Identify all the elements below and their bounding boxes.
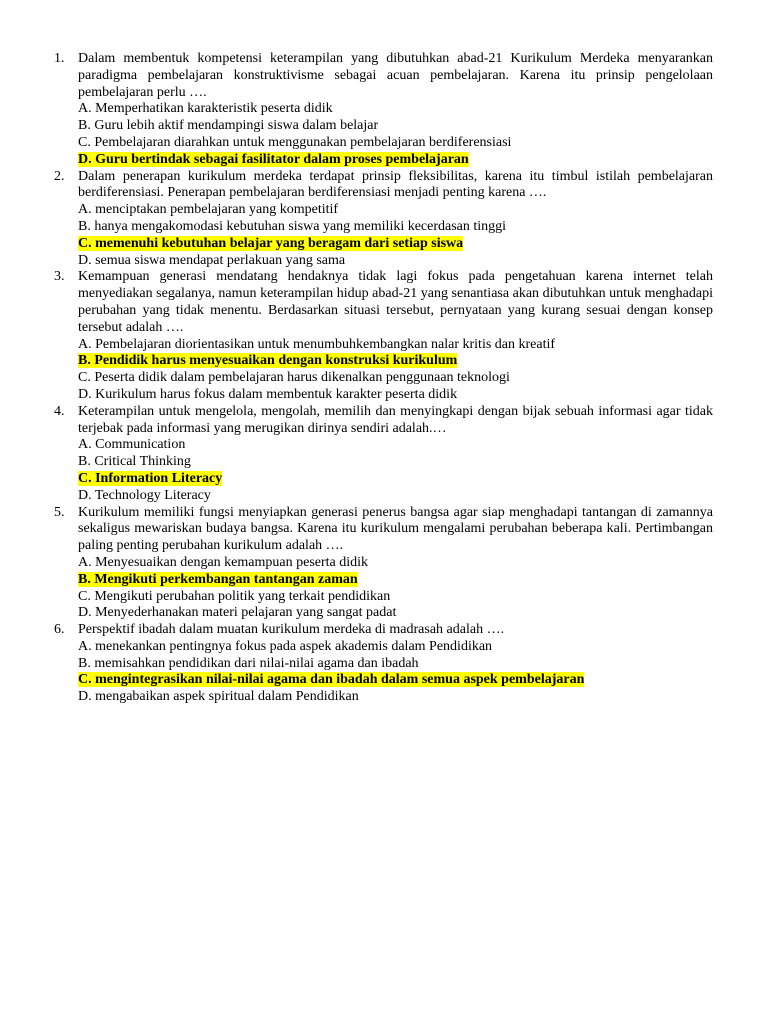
answer-option-label: B. memisahkan pendidikan dari nilai-nilai agama dan ibadah	[78, 655, 419, 671]
answer-option	[78, 370, 713, 387]
answer-option-label: B. Guru lebih aktif mendampingi siswa dalam belajar	[78, 118, 379, 134]
question-item	[0, 404, 768, 505]
question-item	[0, 51, 768, 169]
answer-option-label: A. menekankan pentingnya fokus pada aspek akademis dalam Pendidikan	[78, 638, 493, 654]
answer-option-label: C. Pembelajaran diarahkan untuk menggunakan pembelajaran berdiferensiasi	[78, 134, 512, 150]
answer-option	[78, 555, 713, 572]
answer-option-label: D. Kurikulum harus fokus dalam membentuk karakter peserta didik	[78, 386, 458, 402]
answer-option	[78, 639, 713, 656]
answer-option-label: A. Menyesuaikan dengan kemampuan peserta didik	[78, 554, 369, 570]
answer-option	[78, 118, 713, 135]
answer-option-label: B. Critical Thinking	[78, 454, 191, 470]
answer-option-label: D. Guru bertindak sebagai fasilitator dalam proses pembelajaran	[78, 151, 469, 167]
answer-option	[78, 135, 713, 152]
question-text: Kurikulum memiliki fungsi menyiapkan generasi penerus bangsa agar siap menghadapi tantangan di zamannya sekaligus mewariskan budaya bangsa. Karena itu kurikulum mengalami perubahan beberapa kali. Pertimbangan paling penting perubahan kurikulum adalah ….	[78, 504, 713, 554]
answer-option	[78, 219, 713, 236]
answer-option-label: B. hanya mengakomodasi kebutuhan siswa yang memiliki kecerdasan tinggi	[78, 218, 507, 234]
answer-option	[78, 437, 713, 454]
answer-option	[78, 589, 713, 606]
answer-option-correct	[78, 471, 713, 488]
answer-option-label: A. menciptakan pembelajaran yang kompetitif	[78, 202, 339, 218]
answer-option	[78, 605, 713, 622]
question-text: Dalam membentuk kompetensi keterampilan yang dibutuhkan abad-21 Kurikulum Merdeka menyarankan paradigma pembelajaran konstruktivisme sebagai acuan pembelajaran. Karena itu prinsip pengelolaan pembelajaran perlu ….	[78, 51, 713, 100]
answer-option-label: B. Pendidik harus menyesuaikan dengan konstruksi kurikulum	[78, 353, 458, 369]
answer-option-label: A. Memperhatikan karakteristik peserta didik	[78, 101, 333, 117]
answer-option-correct	[78, 236, 713, 253]
question-text: Keterampilan untuk mengelola, mengolah, memilih dan menyingkapi dengan bijak sebuah informasi agar tidak terjebak pada informasi yang merugikan dirinya sendiri adalah.…	[78, 403, 713, 436]
answer-option-label: B. Mengikuti perkembangan tantangan zaman	[78, 571, 358, 587]
answer-option-label: C. memenuhi kebutuhan belajar yang beragam dari setiap siswa	[78, 235, 464, 251]
answer-option	[78, 656, 713, 673]
question-list	[0, 51, 768, 706]
question-number: 4.	[54, 403, 65, 419]
answer-option	[78, 337, 713, 354]
question-text: Kemampuan generasi mendatang hendaknya tidak lagi fokus pada pengetahuan karena internet telah menyediakan segalanya, namun keterampilan hidup abad-21 yang senantiasa akan dibutuhkan untuk menghadapi perubahan yang tidak menentu. Berdasarkan situasi tersebut, pernyataan yang kurang sesuai dengan konsep tersebut adalah ….	[78, 269, 713, 335]
question-item	[0, 622, 768, 706]
answer-option	[78, 488, 713, 505]
answer-option-label: A. Pembelajaran diorientasikan untuk menumbuhkembangkan nalar kritis dan kreatif	[78, 336, 556, 352]
question-number: 1.	[54, 51, 65, 66]
quiz-document	[0, 51, 768, 706]
answer-option-correct	[78, 152, 713, 169]
answer-option-label: D. Menyederhanakan materi pelajaran yang sangat padat	[78, 605, 397, 621]
answer-option-correct	[78, 672, 713, 689]
answer-option-label: C. Mengikuti perubahan politik yang terkait pendidikan	[78, 588, 391, 604]
answer-option-correct	[78, 353, 713, 370]
question-number: 6.	[54, 622, 65, 638]
question-text: Perspektif ibadah dalam muatan kurikulum merdeka di madrasah adalah ….	[78, 622, 505, 638]
question-number: 2.	[54, 168, 65, 184]
question-item	[0, 505, 768, 623]
question-number: 3.	[54, 269, 65, 285]
answer-option-correct	[78, 572, 713, 589]
answer-option-label: C. Peserta didik dalam pembelajaran harus dikenalkan penggunaan teknologi	[78, 370, 510, 386]
answer-option-label: C. mengintegrasikan nilai-nilai agama dan ibadah dalam semua aspek pembelajaran	[78, 672, 585, 688]
answer-option-label: D. Technology Literacy	[78, 487, 211, 503]
answer-option-label: D. mengabaikan aspek spiritual dalam Pendidikan	[78, 689, 359, 705]
question-item	[0, 169, 768, 270]
answer-option	[78, 202, 713, 219]
answer-option	[78, 387, 713, 404]
answer-option	[78, 101, 713, 118]
answer-option-label: C. Information Literacy	[78, 470, 223, 486]
question-item	[0, 269, 768, 403]
answer-option-label: A. Communication	[78, 437, 186, 453]
question-number: 5.	[54, 504, 65, 520]
question-text: Dalam penerapan kurikulum merdeka terdapat prinsip fleksibilitas, karena itu timbul istilah pembelajaran berdiferensiasi. Penerapan pembelajaran berdiferensiasi menjadi penting karena ….	[78, 168, 713, 201]
answer-option	[78, 689, 713, 706]
answer-option	[78, 253, 713, 270]
answer-option	[78, 454, 713, 471]
answer-option-label: D. semua siswa mendapat perlakuan yang sama	[78, 252, 346, 268]
